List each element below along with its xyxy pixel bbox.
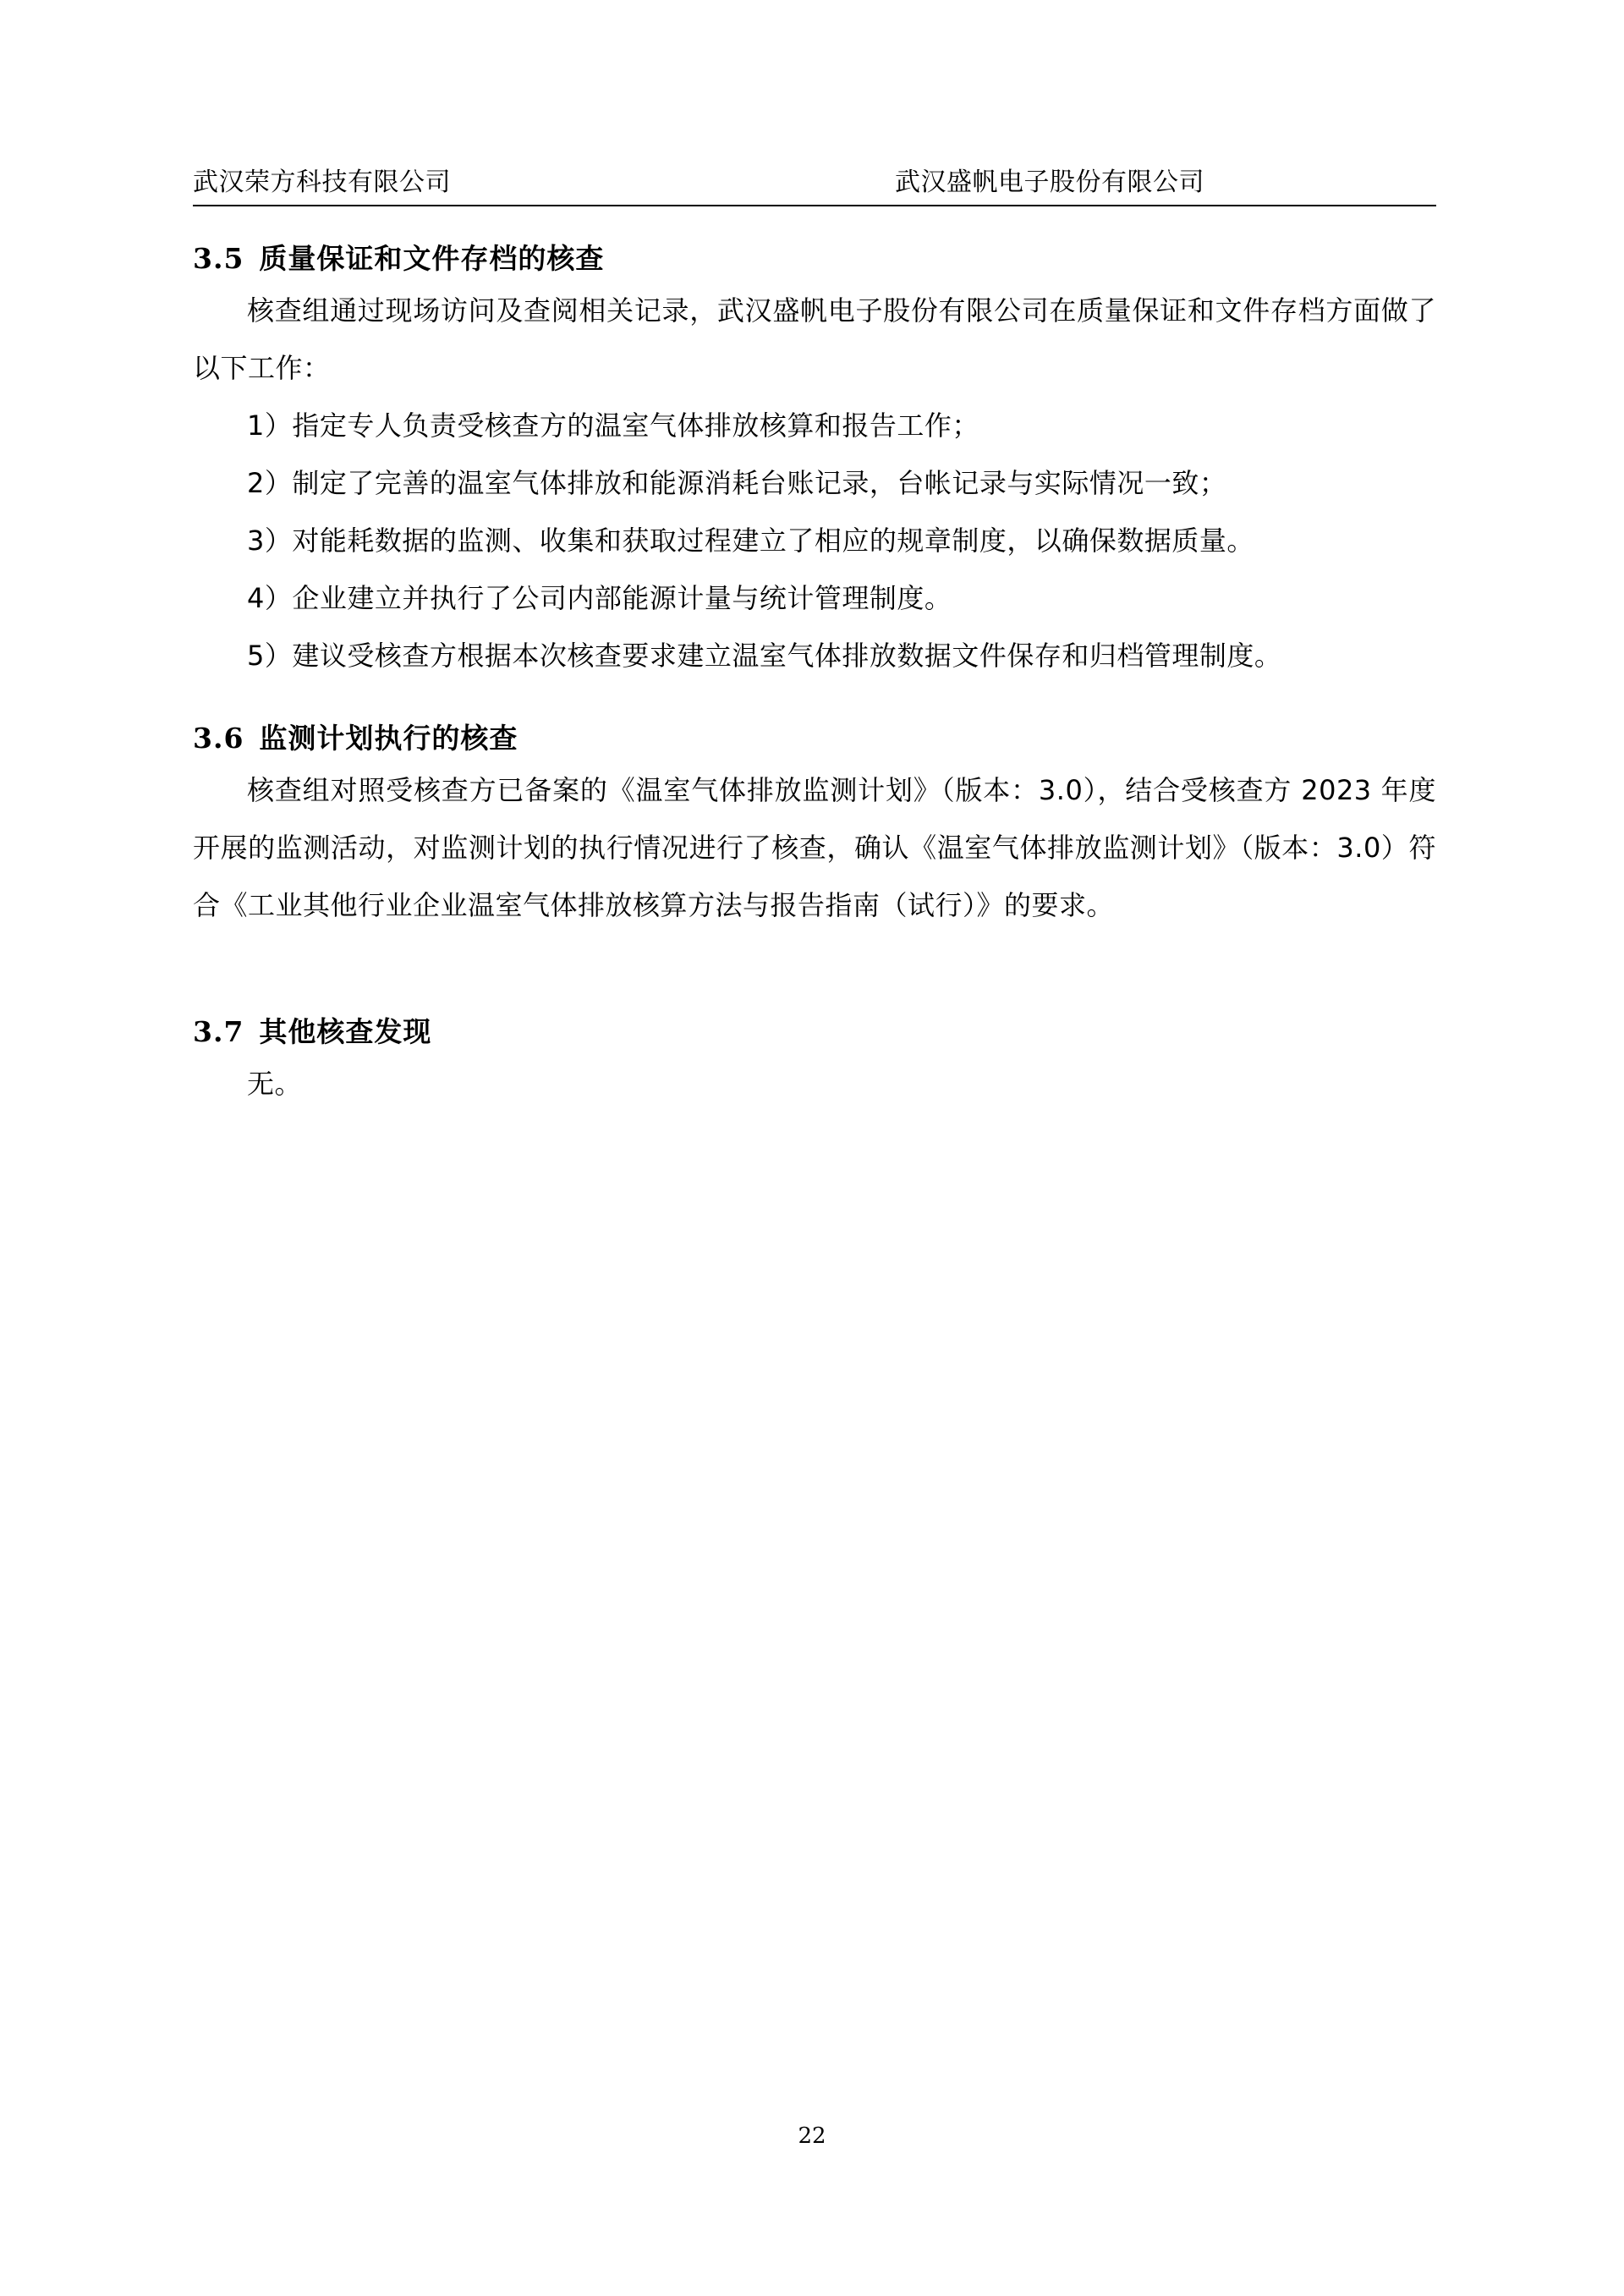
paragraph-3-5-5: 4）企业建立并执行了公司内部能源计量与统计管理制度。 (247, 582, 952, 614)
paragraph-3-5-1: 核查组通过现场访问及查阅相关记录，武汉盛帆电子股份有限公司在质量保证和文件存档方面做了以下工作： (193, 294, 1436, 384)
header-right-company: 武汉盛帆电子股份有限公司 (895, 168, 1204, 197)
section-heading-3-6 (193, 717, 1436, 756)
page-content (193, 0, 1436, 1112)
section-title-text-3-7: 其他核查发现 (259, 1015, 432, 1048)
section-number-3-6: 3.6 (193, 722, 244, 755)
paragraph-3-6-1: 核查组对照受核查方已备案的《温室气体排放监测计划》（版本：3.0），结合受核查方 2023 年度开展的监测活动，对监测计划的执行情况进行了核查，确认《温室气体排放监测计划》（版本：3.0）符合《工业其他行业企业温室气体排放核算方法与报告指南（试行）》的要求。 (193, 774, 1436, 921)
paragraph-3-5-4: 3）对能耗数据的监测、收集和获取过程建立了相应的规章制度，以确保数据质量。 (247, 525, 1254, 557)
paragraph-3-5-3: 2）制定了完善的温室气体排放和能源消耗台账记录，台帐记录与实际情况一致； (247, 467, 1227, 499)
paragraph-3-5-2: 1）指定专人负责受核查方的温室气体排放核算和报告工作； (247, 409, 979, 442)
paragraph-3-5-6: 5）建议受核查方根据本次核查要求建立温室气体排放数据文件保存和归档管理制度。 (247, 640, 1282, 672)
header-divider (193, 205, 1436, 206)
paragraph-3-7-1: 无。 (247, 1068, 303, 1100)
section-title-text-3-6: 监测计划执行的核查 (259, 722, 518, 755)
section-number-3-5: 3.5 (193, 242, 244, 275)
header-left-company: 武汉荣方科技有限公司 (193, 168, 451, 197)
page-header (193, 161, 1436, 205)
page-number: 22 (798, 2123, 826, 2149)
section-number-3-7: 3.7 (193, 1015, 244, 1048)
section-heading-3-7 (193, 1010, 1436, 1050)
section-heading-3-5 (193, 237, 1436, 277)
paragraph-spacer (193, 934, 1436, 978)
section-title-text-3-5: 质量保证和文件存档的核查 (259, 242, 605, 275)
